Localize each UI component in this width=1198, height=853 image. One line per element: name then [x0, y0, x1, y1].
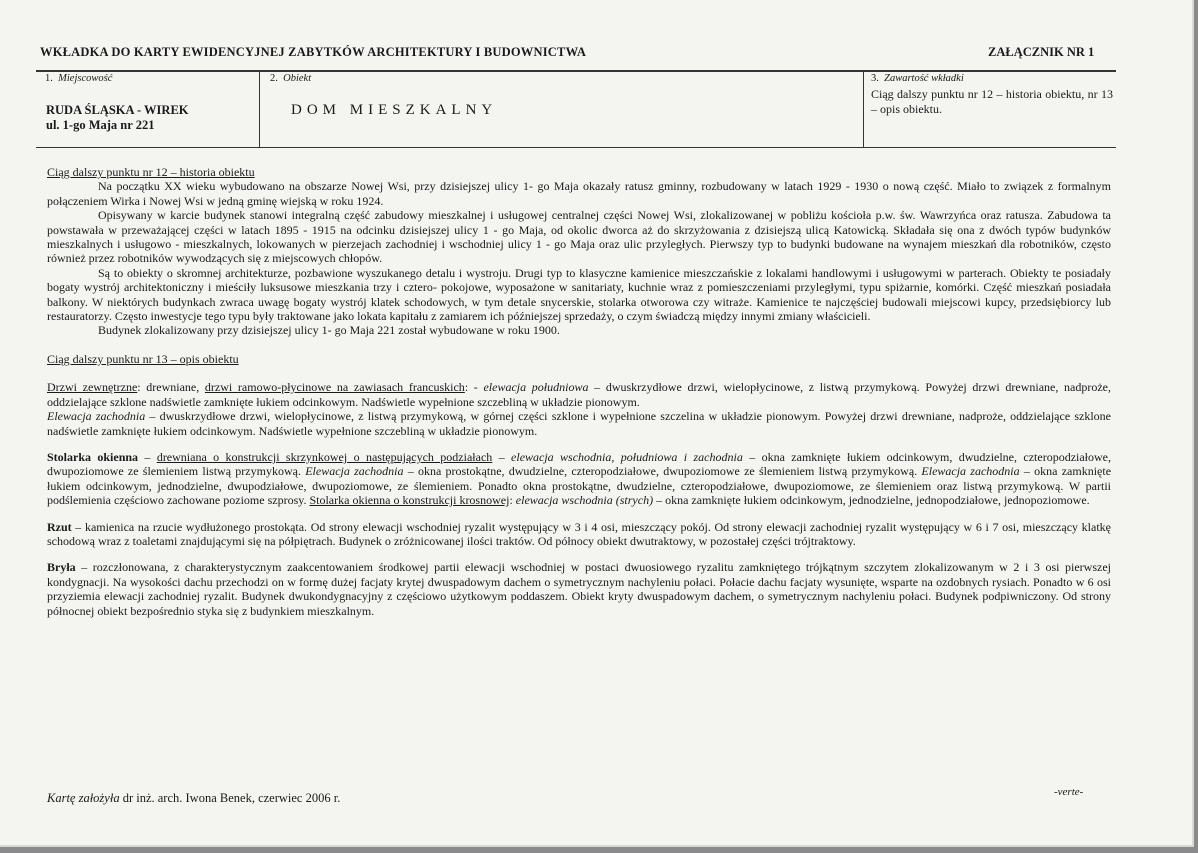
text-run: Elewacja zachodnia: [305, 464, 404, 479]
verte-mark: -verte-: [1054, 786, 1084, 798]
text-run: –: [138, 449, 157, 464]
text-run: – rozczłonowana, z charakterystycznym zaakcentowaniem środkowej partii elewacji wschodniej w postaci dwuosiowego ryzalitu zamkniętego trójkątnym szczytem zlokalizowanym w 2 i 3 osi pierwszej kondygnacji. Na wysokości dachu przechodzi on w formę dużej facjaty krytej dwuspadowym dachem o symetrycznym nachyleniu połaci. Połacie dachu facjaty wysunięte, wsparte na ozdobnych rysiach. Ponadto w 6 osi przyziemia elewacji zachodniej ryzalit. Budynek dwukondygnacyjny z częściowo użytkowym poddaszem. Obiekt kryty dwuspadowym dachem, o symetrycznym nachyleniu połaci. Budynek podpiwniczony. Od strony północnej obiekt bezpośrednio styka się z budynkiem mieszkalnym.: [47, 560, 1111, 618]
form-top-rule: [36, 70, 1116, 72]
form-divider-2: [863, 71, 864, 147]
doors-label: Drzwi zewnętrzne: [47, 380, 138, 395]
text-run: – kamienica na rzucie wydłużonego prostokąta. Od strony elewacji wschodniej ryzalit występujący w 3 i 4 osi, mieszczący pokój. Od strony elewacji zachodniej ryzalit występujący w 6 i 7 osi, mieszczący klatkę schodową wraz z toaletami znajdującymi się na półpiętrach. Budynek o zróżnicowanej ilości traktów. Od północy obiekt dwutraktowy, w pozostałej części trójtraktowy.: [47, 519, 1111, 548]
field-locality-label: [45, 73, 112, 84]
locality-town: RUDA ŚLĄSKA - WIREK: [46, 103, 189, 117]
history-paragraph-2: Opisywany w karcie budynek stanowi integralną część zabudowy mieszkalnej i usługowej centralnej części Nowej Wsi, zlokalizowanej w pobliżu kościoła p.w. św. Wawrzyńca oraz ratusza. Zabudowa ta powstawała w przeważającej części w latach 1895 - 1915 na odcinku dzisiejszej ulicy 1 - go Maja, od okolic dworca aż do skrzyżowania z dzisiejszą ulicą Katowicką. Składała się ona z dwóch typów budynków mieszkalnych i usługowo - mieszkalnych, lokowanych w pierzejach zachodniej i wschodniej ulicy 1 - go Maja oraz ulic przyległych. Pierwszy typ to budynki budowane na wynajem mieszkań dla robotników, często również przez robotników wywodzących się z miejscowych chłopów.: [47, 208, 1111, 266]
author-label: Kartę założyła: [47, 791, 120, 805]
section-12-heading: Ciąg dalszy punktu nr 12 – historia obiektu: [47, 165, 255, 179]
field-label: Obiekt: [283, 73, 312, 84]
text-run: – dwuskrzydłowe drzwi, wielopłycinowe, z listwą przymykową. Powyżej drzwi drewniane, nadproże, oddzielające szklone nadświetle zamknięte łukiem odcinkowym. Nadświetle wypełnione szczebliną w układzie pionowym.: [47, 380, 1111, 409]
field-number: 3.: [871, 73, 879, 84]
author-value: dr inż. arch. Iwona Benek, czerwiec 2006 r.: [119, 791, 341, 805]
object-name: DOM MIESZKALNY: [291, 102, 498, 118]
history-paragraph-1: Na początku XX wieku wybudowano na obszarze Nowej Wsi, przy dzisiejszej ulicy 1- go Maja okazały ratusz gminny, rozbudowany w latach 1929 - 1930 o nową część. Miało to związek z formalnym połączeniem Wirka i Nowej Wsi w jedną gminę wiejską w roku 1924.: [47, 179, 1111, 208]
text-run: –: [492, 449, 512, 464]
card-author: [47, 791, 340, 806]
text-run: elewacja wschodnia, południowa i zachodnia: [511, 449, 743, 464]
mass-paragraph: [47, 560, 1111, 618]
text-run: – okna zamknięte łukiem odcinkowym, jednodzielne, jednopodziałowe, jednopoziomowe.: [653, 493, 1090, 508]
spacer: [47, 508, 1111, 520]
insert-contents: Ciąg dalszy punktu nr 12 – historia obiektu, nr 13 – opis obiektu.: [871, 87, 1113, 116]
history-paragraph-4: Budynek zlokalizowany przy dzisiejszej ulicy 1- go Maja 221 został wybudowane w roku 1900.: [98, 323, 560, 338]
text-run: Stolarka okienna o konstrukcji krosnowej: [309, 493, 510, 508]
text-run: drewniana o konstrukcji skrzynkowej o następujących podziałach: [156, 449, 493, 464]
windows-label: Stolarka okienna: [47, 449, 139, 464]
text-run: drzwi ramowo-płycinowe na zawiasach francuskich: [204, 380, 465, 395]
text-run: Elewacja zachodnia: [921, 464, 1020, 479]
text-run: – dwuskrzydłowe drzwi, wielopłycinowe, z listwą przymykową, w górnej części szklone i wypełnione szczelina w układzie pionowym. Powyżej drzwi drewniane, nadproże, oddzielające szklone nadświetle zamknięte łukiem odcinkowym. Nadświetle wypełnione szczebliną w układzie pionowym.: [47, 409, 1112, 438]
field-contents-label: [871, 73, 964, 84]
spacer: [47, 438, 1111, 450]
document-body: [47, 165, 1111, 618]
spacer: [47, 366, 1111, 380]
locality-value: [46, 103, 189, 133]
history-paragraph-3: Są to obiekty o skromnej architekturze, pozbawione wyszukanego detalu i wystroju. Drugi typ to klasyczne kamienice mieszczańskie z lokalami handlowymi i usługowymi w parterach. Obiekty te posiadały bogaty wystrój architektoniczny i mieściły luksusowe mieszkania trzy i cztero- pokojowe, wyposażone w sanitariaty, kuchnie wraz z pomieszczeniami przyległymi, typu spiżarnie, komórki. Część mieszkań posiadała balkony. W niektórych budynkach zwraca uwagę bogaty wystrój klatek schodowych, w tym detale snycerskie, stolarka otworowa czy witraże. Kamienice te najczęściej budowali miejscowi kupcy, przedsiębiorcy lub restauratorzy. Często inwestycje tego typu były traktowane jako lokata kapitału z zamiarem ich późniejszej sprzedaży, o czym świadczą między innymi zmiany właścicieli.: [47, 265, 1111, 324]
text-run: elewacja południowa: [483, 380, 589, 395]
text-run: – okna prostokątne, dwudzielne, czteropodziałowe, dwupoziomowe ze ślemieniem listwą przymykową.: [403, 464, 922, 479]
text-run: – okna zamknięte łukiem odcinkowym, jednodzielne, dwupodziałowe, dwupoziomowe, ze ślemieniem. Ponadto okna prostokątne, dwudzielne, czteropodziałowe, dwupoziomowe, ze ślemieniem oraz listwą przymykową. W partii podślemienia częściowo zachowane poziome szprosy.: [47, 464, 1112, 508]
doors-paragraph: [47, 380, 1111, 409]
text-run: elewacja wschodnia (strych): [515, 493, 654, 508]
text-run: : drewniane,: [137, 380, 205, 395]
windows-paragraph: [47, 450, 1111, 508]
document-title: WKŁADKA DO KARTY EWIDENCYJNEJ ZABYTKÓW ARCHITEKTURY I BUDOWNICTWA: [40, 45, 587, 59]
plan-label: Rzut: [47, 519, 72, 534]
section-13-heading: Ciąg dalszy punktu nr 13 – opis obiektu: [47, 351, 239, 366]
field-label: Zawartość wkładki: [884, 73, 964, 84]
locality-address: ul. 1-go Maja nr 221: [46, 118, 155, 132]
form-divider-1: [259, 71, 260, 147]
text-run: :: [509, 493, 516, 508]
form-bottom-rule: [36, 147, 1116, 148]
text-run: : -: [464, 380, 484, 395]
mass-label: Bryła: [47, 560, 76, 575]
doors-paragraph-west: [47, 409, 1111, 438]
field-object-label: [270, 73, 311, 84]
spacer: [47, 338, 1111, 352]
text-run: Elewacja zachodnia: [47, 409, 146, 424]
text-run: – okna zamknięte łukiem odcinkowym, dwudzielne, czteropodziałowe, dwupoziomowe ze ślemieniem listwą przymykową.: [47, 449, 1112, 479]
field-number: 1.: [45, 73, 53, 84]
annex-number: ZAŁĄCZNIK NR 1: [988, 45, 1095, 59]
field-number: 2.: [270, 73, 278, 84]
plan-paragraph: [47, 520, 1111, 549]
spacer: [47, 548, 1111, 560]
field-label: Miejscowość: [58, 73, 113, 84]
